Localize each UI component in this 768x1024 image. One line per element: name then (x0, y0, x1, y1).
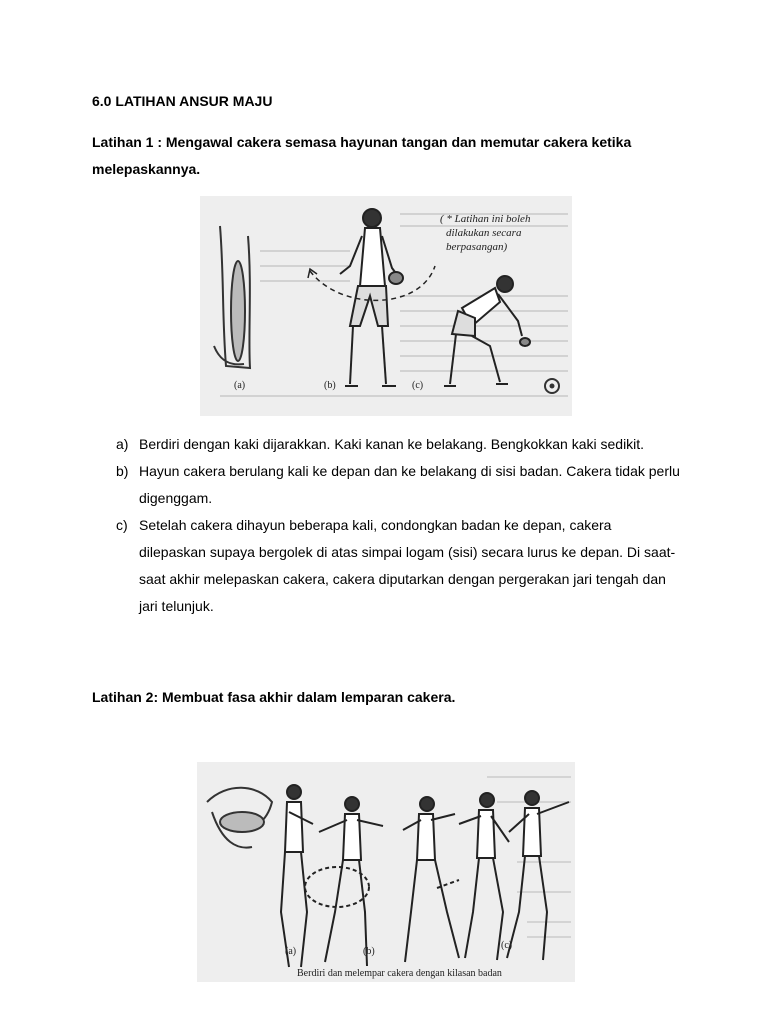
step-item (92, 431, 682, 458)
step-marker: b) (116, 463, 129, 479)
latihan-1-steps (92, 431, 682, 620)
section-heading: 6.0 LATIHAN ANSUR MAJU (92, 93, 273, 109)
step-marker: c) (116, 517, 128, 533)
step-item (92, 512, 682, 620)
step-text: Hayun cakera berulang kali ke depan dan ke belakang di sisi badan. Cakera tidak perlu digenggam. (139, 463, 680, 506)
figure-note-line-3: berpasangan) (446, 241, 508, 253)
figure-note-line-1: ( * Latihan ini boleh (440, 213, 531, 225)
latihan-1-illustration (200, 196, 572, 416)
step-item (92, 458, 682, 512)
figure-label-c: (c) (412, 380, 424, 391)
latihan-2-title: Latihan 2: Membuat fasa akhir dalam lemparan cakera. (92, 689, 456, 705)
figure-label-b: (b) (324, 380, 336, 391)
figure-caption: Berdiri dan melempar cakera dengan kilasan badan (297, 968, 502, 979)
figure-label-b: (b) (363, 946, 375, 957)
figure-label-a: (a) (285, 946, 297, 957)
step-text: Berdiri dengan kaki dijarakkan. Kaki kanan ke belakang. Bengkokkan kaki sedikit. (139, 436, 645, 452)
figure-label-a: (a) (234, 380, 246, 391)
latihan-1-title: Latihan 1 : Mengawal cakera semasa hayunan tangan dan memutar cakera ketika melepaskannya. (92, 134, 632, 177)
figure-note-line-2: dilakukan secara (446, 227, 522, 239)
latihan-2-illustration (197, 762, 575, 982)
step-marker: a) (116, 436, 129, 452)
step-text: Setelah cakera dihayun beberapa kali, condongkan badan ke depan, cakera dilepaskan supaya bergolek di atas simpai logam (sisi) secara lurus ke depan. Di saat-saat akhir melepaskan cakera, cakera diputarkan dengan pergerakan jari tengah dan jari telunjuk. (139, 517, 676, 614)
figure-label-c: (c) (501, 940, 513, 951)
